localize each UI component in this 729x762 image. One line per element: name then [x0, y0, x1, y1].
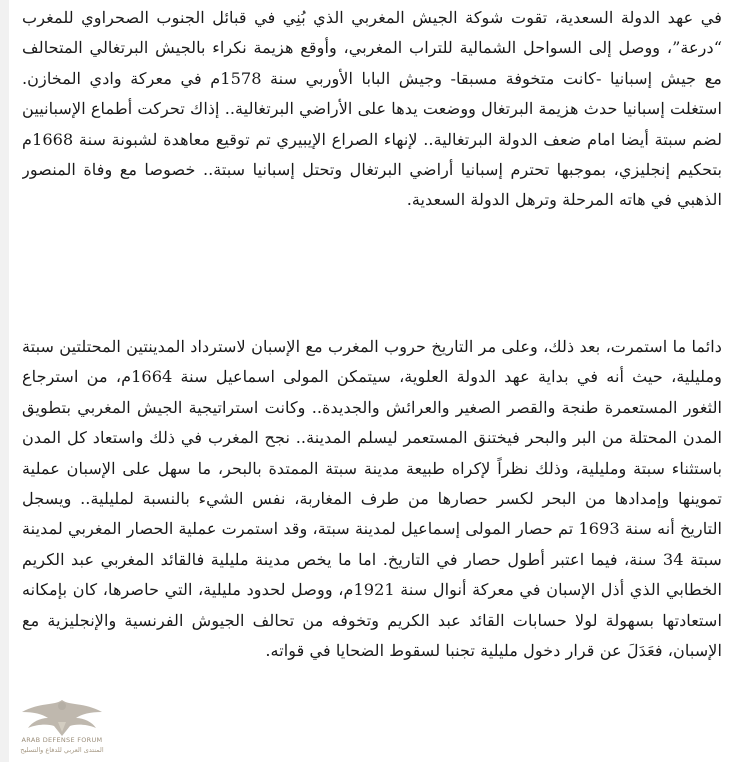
- watermark-forum-name: ARAB DEFENSE FORUM: [21, 736, 103, 744]
- article-body: [22, 0, 722, 762]
- watermark-tagline: المنتدى العربي للدفاع والتسليح: [20, 746, 104, 754]
- article-paragraph-2: دائما ما استمرت، بعد ذلك، وعلى مر التاريخ حروب المغرب مع الإسبان لاسترداد المدينتين المحتلتين سبتة ومليلية، حيث أنه في بداية عهد الدولة العلوية، سيتمكن المولى اسماعيل سنة 1664م، من استرجاع الثغور المستعمرة طنجة والقصر الصغير والعرائش والجديدة.. وكانت استراتيجية الجيش المغربي بتطويق المدن المحتلة من البر والبحر فيختنق المستعمر ليسلم المدينة.. نجح المغرب في ذلك واستعاد كل المدن باستثناء سبتة ومليلية، وذلك نظراً لإكراه طبيعة مدينة سبتة الممتدة بالبحر، ما سهل على الإسبان عملية تموينها وإمدادها من البحر لكسر حصارها من طرف المغاربة، نفس الشيء بالنسبة لمليلية.. ويسجل التاريخ أنه سنة 1693 تم حصار المولى إسماعيل لمدينة سبتة، وقد استمرت عملية الحصار المغربي لمدينة سبتة 34 سنة، فيما اعتبر أطول حصار في التاريخ. اما ما يخص مدينة مليلية فالقائد المغربي عبد الكريم الخطابي الذي أذل الإسبان في معركة أنوال سنة 1921م، ووصل لحدود مليلية، التي حاصرها، كان بإمكانه استعادتها بسهولة لولا حسابات القائد عبد الكريم وتخوفه من تحالف الجيوش الفرنسية والإنجليزية مع الإسبان، فعَدَلَ عن قرار دخول مليلية تجنبا لسقوط الضحايا في قواته.: [22, 337, 722, 661]
- article-paragraph-1: في عهد الدولة السعدية، تقوت شوكة الجيش المغربي الذي بُنِي في قبائل الجنوب الصحراوي للمغرب “درعة”، ووصل إلى السواحل الشمالية للتراب المغربي، وأوقع هزيمة نكراء بالجيش البرتغالي المتحالف مع جيش إسبانيا -كانت متخوفة مسبقا- وجيش البابا الأوربي سنة 1578م في معركة وادي المخازن. استغلت إسبانيا حدث هزيمة البرتغال ووضعت يدها على الأراضي البرتغالية.. إذاك تحركت أطماع الإسبانيين لضم سبتة أيضا امام ضعف الدولة البرتغالية.. لإنهاء الصراع الإيبيري تم توقيع معاهدة لشبونة سنة 1668م بتحكيم إنجليزي، بموجبها تحترم إسبانيا أراضي البرتغال وتحتل إسبانيا سبتة.. خصوصا مع وفاة المنصور الذهبي في هاته المرحلة وترهل الدولة السعدية.: [22, 8, 722, 210]
- left-gutter: [0, 0, 9, 762]
